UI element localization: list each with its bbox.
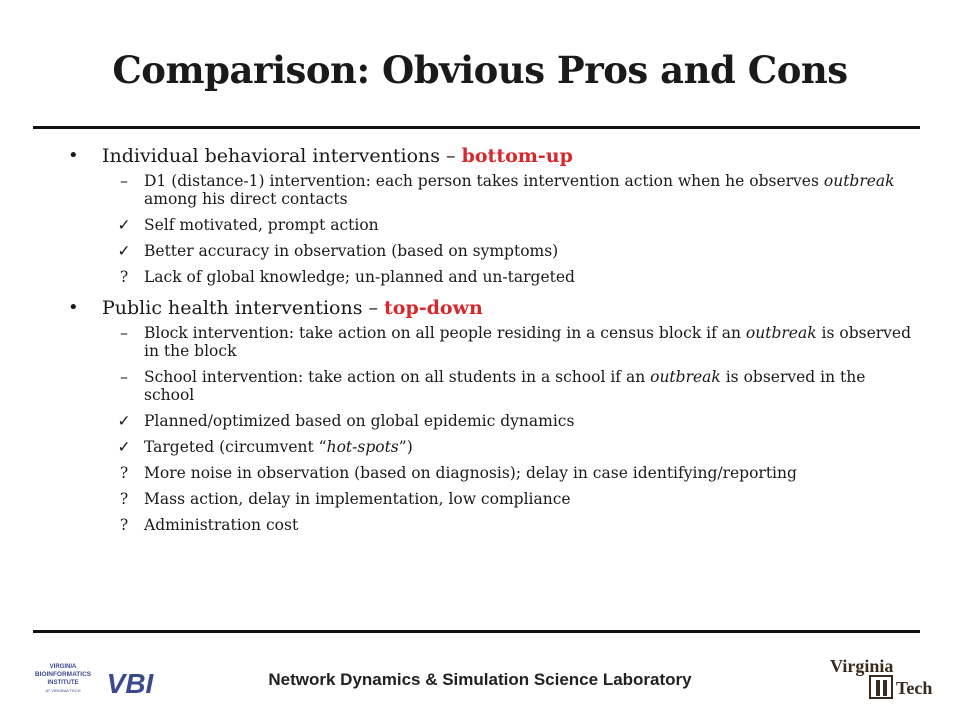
sub-item-emphasis: hot-spots: [326, 438, 399, 456]
sub-item-text: Block intervention: take action on all people residing in a census block if an: [144, 324, 746, 342]
sub-item: [60, 216, 920, 234]
slide-title: Comparison: Obvious Pros and Cons: [112, 48, 848, 92]
vbi-logo-line1: VIRGINIA: [49, 664, 77, 670]
checkmark-icon: ✓: [117, 412, 131, 430]
sub-item-text-end: is observed in the school: [144, 368, 866, 404]
dash-mark: –: [120, 324, 128, 342]
sub-item-text-end: is observed in the block: [144, 324, 912, 360]
slide-content: [60, 144, 920, 542]
vt-logo-emblem: [870, 676, 892, 698]
sub-item-text: More noise in observation (based on diagnosis); delay in case identifying/reporting: [144, 464, 797, 482]
sub-item-text: Targeted (circumvent “: [144, 438, 327, 456]
sub-item: [60, 516, 920, 534]
sub-item-text: Lack of global knowledge; un-planned and un-targeted: [144, 268, 575, 286]
sub-item-text: Self motivated, prompt action: [144, 216, 379, 234]
question-mark-icon: ?: [119, 464, 129, 482]
checkmark-icon: ✓: [117, 242, 131, 260]
bullet-accent: bottom-up: [461, 145, 573, 167]
vbi-logo-line2: BIOINFORMATICS: [34, 671, 92, 678]
question-mark-icon: ?: [119, 490, 129, 508]
sub-item-text-end: ”): [398, 438, 413, 456]
sub-item-text: D1 (distance-1) intervention: each person takes intervention action when he observes: [144, 172, 824, 190]
sub-item-text: Planned/optimized based on global epidemic dynamics: [144, 412, 575, 430]
virginia-tech-logo: [826, 654, 936, 702]
vbi-logo-line4: AT VIRGINIA TECH: [45, 688, 81, 693]
sub-item: [60, 412, 920, 430]
sub-item: [60, 464, 920, 482]
sub-item: [60, 172, 920, 208]
bullet-lead: Individual behavioral interventions –: [102, 145, 462, 167]
bullet-lead: Public health interventions –: [102, 297, 385, 319]
vt-logo-line2: Tech: [896, 678, 933, 698]
sub-item-emphasis: outbreak: [650, 368, 721, 386]
top-divider: [33, 126, 920, 129]
sub-item-emphasis: outbreak: [823, 172, 895, 190]
sub-item-text: Better accuracy in observation (based on symptoms): [144, 242, 559, 260]
sub-item-text: School intervention: take action on all students in a school if an: [144, 368, 651, 386]
bullet-public-health-interventions: [60, 296, 920, 320]
question-mark-icon: ?: [119, 516, 129, 534]
dash-mark: –: [120, 368, 128, 386]
bottom-divider: [33, 630, 920, 633]
checkmark-icon: ✓: [117, 216, 131, 234]
bullet-dot: •: [68, 145, 79, 166]
sub-item: [60, 368, 920, 404]
bullet-individual-interventions: [60, 144, 920, 168]
sub-item-text: Mass action, delay in implementation, low compliance: [144, 490, 571, 508]
vt-logo-emblem-bar-left: [876, 680, 880, 696]
footer-lab-name: Network Dynamics & Simulation Science Laboratory: [268, 670, 692, 689]
sub-item-emphasis: outbreak: [745, 324, 817, 342]
vt-logo-line1: Virginia: [830, 656, 894, 676]
sub-item-text-end: among his direct contacts: [144, 190, 348, 208]
vbi-logo-mark: VBI: [106, 668, 154, 699]
sub-item: [60, 324, 920, 360]
bullet-dot: •: [68, 297, 79, 318]
vt-logo-emblem-bar-right: [883, 680, 887, 696]
sub-item: [60, 438, 920, 456]
checkmark-icon: ✓: [117, 438, 131, 456]
question-mark-icon: ?: [119, 268, 129, 286]
sub-item: [60, 490, 920, 508]
bullet-accent: top-down: [384, 297, 483, 319]
vbi-logo-line3: INSTITUTE: [47, 680, 79, 686]
sub-item-text: Administration cost: [144, 516, 299, 534]
dash-mark: –: [120, 172, 128, 190]
sub-item: [60, 268, 920, 286]
sub-item: [60, 242, 920, 260]
